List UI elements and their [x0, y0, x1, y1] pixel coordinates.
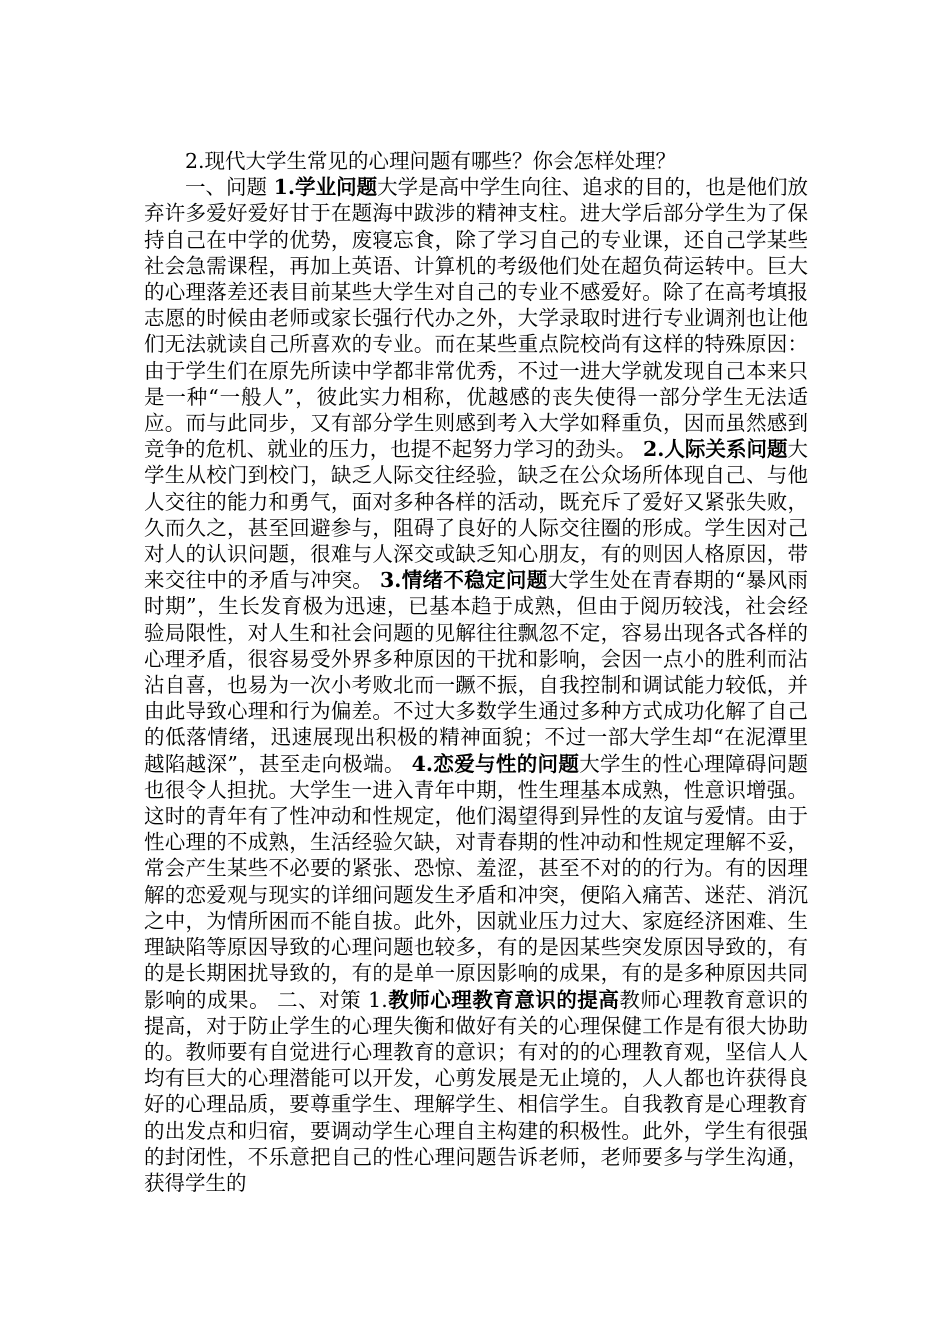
question-title: 2.现代大学生常见的心理问题有哪些？你会怎样处理？ [185, 149, 677, 173]
body-segment: 大学生从校门到校门，缺乏人际交往经验，缺乏在公众场所体现自己、与他人交往的能力和勇气，面对多种各样的活动，既充斥了爱好又紧张失败，久而久之，甚至回避参与，阻碍了良好的人际交往圈的形成。学生因对己对人的认识问题，很难与人深交或缺乏知心朋友，有的则因人格原因，带来交往中的矛盾与冲突。 [144, 437, 808, 593]
heading-academic-problems: 1.学业问题 [273, 175, 378, 200]
body-segment: 一、问题 [185, 175, 274, 200]
heading-interpersonal-problems: 2.人际关系问题 [642, 437, 788, 462]
body-segment: 大学生处在青春期的“暴风雨时期”，生长发育极为迅速，已基本趋于成熟，但由于阅历较浅，社会经验局限性，对人生和社会问题的见解往往飘忽不定，容易出现各式各样的心理矛盾，很容易受外界多种原因的干扰和影响，会因一点小的胜利而沾沾自喜，也易为一次小考败北而一蹶不振，自我控制和调试能力较低，并由此导致心理和行为偏差。不过大多数学生通过多种方式成功化解了自己的低落情绪，迅速展现出积极的精神面貌；不过一部大学生却“在泥潭里越陷越深”，甚至走向极端。 [144, 568, 808, 776]
body-segment: 教师心理教育意识的提高，对于防止学生的心理失衡和做好有关的心理保健工作是有很大协助的。教师要有自觉进行心理教育的意识；有对的的心理教育观，坚信人人均有巨大的心理潜能可以开发，心剪发展是无止境的，人人都也许获得良好的心理品质，要尊重学生、理解学生、相信学生。自我教育是心理教育的出发点和归宿，要调动学生心理自主构建的积极性。此外，学生有很强的封闭性，不乐意把自己的性心理问题告诉老师，老师要多与学生沟通，获得学生的 [144, 987, 809, 1195]
heading-teacher-awareness: 教师心理教育意识的提高 [387, 987, 620, 1012]
document-content [144, 148, 808, 1196]
body-segment: 大学生的性心理障碍问题也很令人担扰。大学生一进入青年中期，性生理基本成熟，性意识增强。这时的青年有了性冲动和性规定，他们渴望得到异性的友谊与爱情。由于性心理的不成熟，生活经验欠缺，对青春期的性冲动和性规定理解不妥，常会产生某些不必要的紧张、恐惊、羞涩，甚至不对的的行为。有的因理解的恋爱观与现实的详细问题发生矛盾和冲突，便陷入痛苦、迷茫、消沉之中，为情所困而不能自拔。此外，因就业压力过大、家庭经济困难、生理缺陷等原因导致的心理问题也较多，有的是因某些突发原因导致的，有的是长期困扰导致的，有的是单一原因影响的成果，有的是多种原因共同影响的成果。 二、对策 1. [144, 751, 809, 1012]
heading-love-and-sex: 4.恋爱与性的问题 [411, 751, 580, 776]
body-segment: 大学是高中学生向往、追求的目的，也是他们放弃许多爱好爱好甘于在题海中跋涉的精神支柱。进大学后部分学生为了保持自己在中学的优势，废寝忘食，除了学习自己的专业课，还自己学某些社会急需课程，再加上英语、计算机的考级他们处在超负荷运转中。巨大的心理落差还表目前某些大学生对自己的专业不感爱好。除了在高考填报志愿的时候由老师或家长强行代办之外，大学录取时进行专业调剂也让他们无法就读自己所喜欢的专业。而在某些重点院校尚有这样的特殊原因：由于学生们在原先所读中学都非常优秀，不过一进大学就发现自己本来只是一种“一般人”，彼此实力相称，优越感的丧失使得一部分学生无法适应。而与此同步，又有部分学生则感到考入大学如释重负，因而虽然感到竞争的危机、就业的压力，也提不起努力学习的劲头。 [144, 175, 808, 462]
answer-body [144, 174, 808, 1196]
heading-emotional-instability: 3.情绪不稳定问题 [379, 568, 548, 593]
